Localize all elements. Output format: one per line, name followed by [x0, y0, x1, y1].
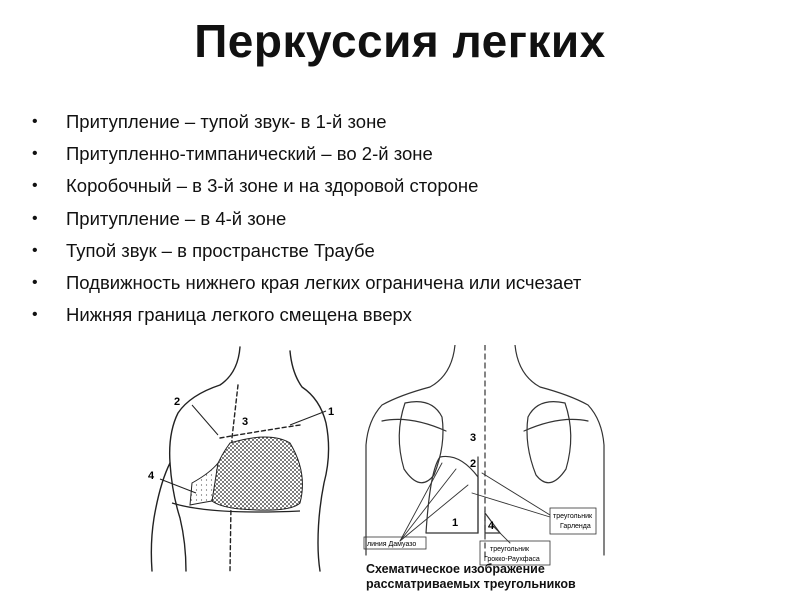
scapula-spine-right: [524, 419, 588, 431]
bullet-icon: •: [32, 306, 38, 324]
label-4: 4: [148, 470, 155, 482]
figure-caption: [366, 562, 576, 592]
bullet-icon: •: [32, 209, 38, 227]
label-1: 1: [328, 406, 335, 418]
bullet-icon: •: [32, 241, 38, 259]
bullet-icon: •: [32, 145, 38, 163]
label-3: 3: [242, 416, 249, 428]
bullet-icon: •: [32, 177, 38, 195]
label-2: 2: [174, 396, 181, 408]
damoiseau-label: линия Дамуазо: [367, 541, 417, 548]
grocco-label-line2: Грокко-Раухфаса: [484, 556, 540, 563]
caption-line-1: Схематическое изображение: [366, 562, 545, 576]
bullet-icon: •: [32, 273, 38, 291]
scapula-spine-left: [382, 419, 446, 431]
garland-label-line1: треугольник: [553, 513, 593, 520]
pointer-2: [192, 405, 218, 435]
list-item: • Притупленно-тимпанический – во 2-й зоне: [28, 138, 581, 170]
left-scapula: [399, 402, 443, 483]
garland-box: [550, 508, 596, 534]
list-item: • Притупление – в 4-й зоне: [28, 203, 581, 235]
page-title: Перкуссия легких: [194, 15, 606, 67]
zone-label-2: 2: [470, 458, 477, 470]
zone-label-3: 3: [470, 432, 477, 444]
annotation-pointers: [400, 463, 550, 543]
grocco-label-line1: треугольник: [490, 546, 530, 553]
pointer-4: [160, 479, 196, 493]
bullet-list: [28, 106, 581, 331]
list-item: • Тупой звук – в пространстве Траубе: [28, 235, 581, 267]
zone-1-dull-area: [211, 437, 302, 510]
list-item: • Нижняя граница легкого смещена вверх: [28, 299, 581, 331]
bullet-icon: •: [32, 113, 38, 130]
list-item: • Коробочный – в 3-й зоне и на здоровой стороне: [28, 170, 581, 202]
list-item: • Притупление – тупой звук- в 1-й зоне: [28, 106, 581, 138]
right-scapula: [527, 402, 571, 483]
back-zones-illustration: [140, 343, 340, 573]
triangles-schematic: [360, 345, 610, 570]
zone-label-4: 4: [488, 520, 495, 532]
pointer-1: [290, 411, 326, 425]
zone-label-1: 1: [452, 517, 459, 529]
garland-label-line2: Гарленда: [560, 523, 591, 530]
list-item: • Подвижность нижнего края легких ограничена или исчезает: [28, 267, 581, 299]
caption-line-2: рассматриваемых треугольников: [366, 577, 576, 591]
